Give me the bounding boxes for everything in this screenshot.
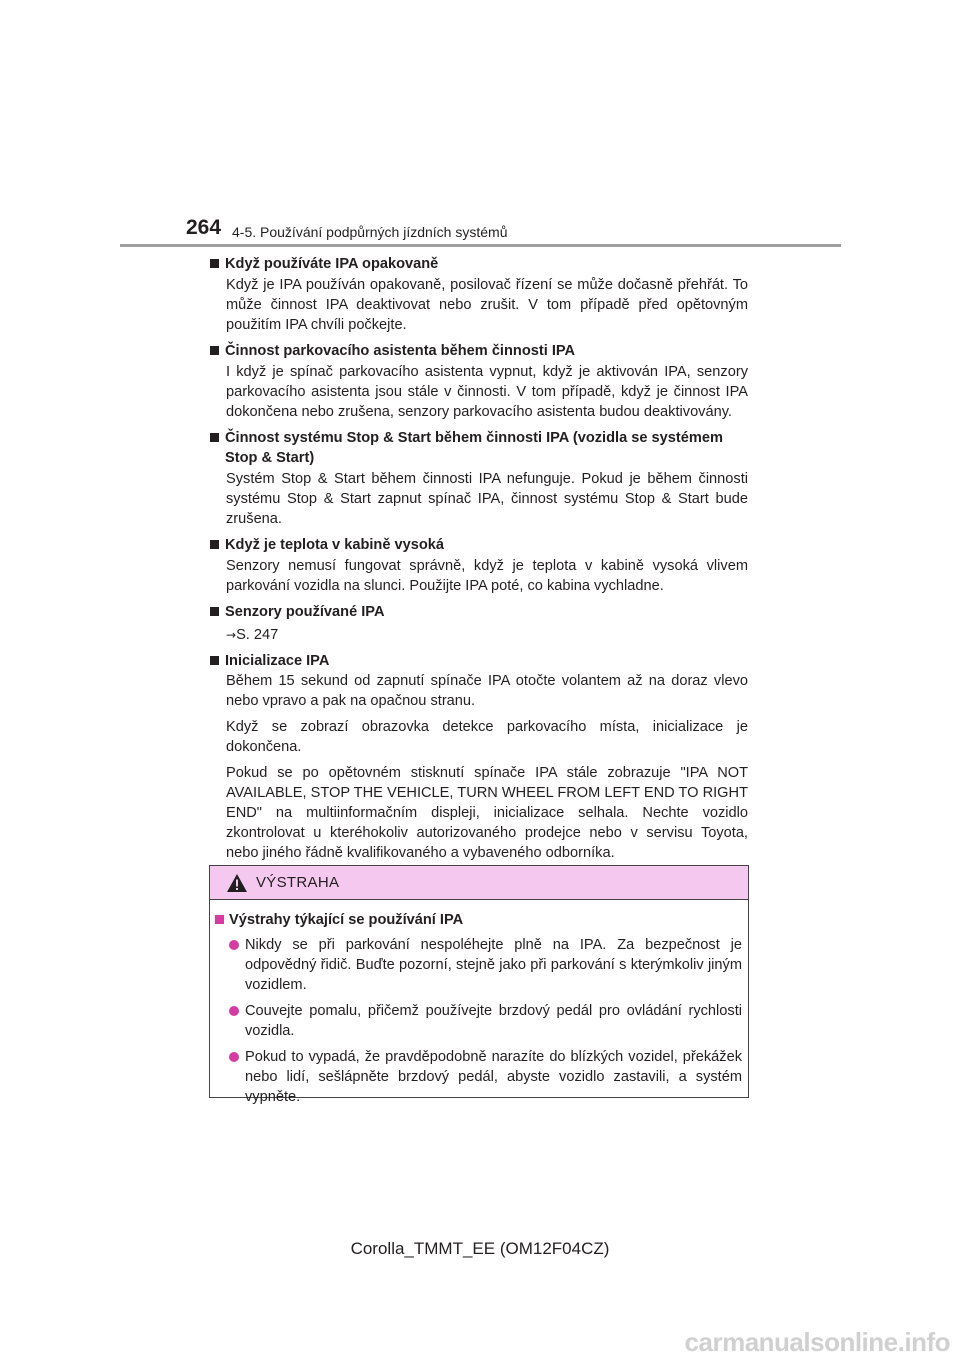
section-repeated-use [210, 254, 748, 335]
warning-bullet [229, 1001, 742, 1041]
reference-text[interactable]: S. 247 [236, 627, 279, 643]
square-bullet-icon [210, 346, 219, 355]
square-bullet-icon [210, 540, 219, 549]
section-heading [210, 254, 748, 274]
footer-model-code: Corolla_TMMT_EE (OM12F04CZ) [350, 1239, 610, 1258]
warning-bullet [229, 935, 742, 995]
bullet-text: Couvejte pomalu, přičemž používejte brzdový pedál pro ovládání rychlosti vozidla. [245, 1003, 742, 1039]
square-bullet-icon [210, 259, 219, 268]
square-bullet-icon [210, 656, 219, 665]
warning-triangle-icon [227, 874, 247, 892]
page-number: 264 [186, 216, 222, 239]
section-heading [210, 535, 748, 555]
bullet-text: Nikdy se při parkování nespoléhejte plně na IPA. Za bezpečnost je odpovědný řidič. Buďte pozorní, stejně jako při parkování s kterýmkoliv jiným vozidlem. [245, 937, 742, 993]
watermark: carmanualsonline.info [684, 1327, 950, 1357]
section-parking-assist [210, 341, 748, 422]
section-heading [210, 428, 748, 468]
section-heading [210, 341, 748, 361]
heading-text: Když je teplota v kabině vysoká [225, 537, 444, 553]
section-stop-start [210, 428, 748, 529]
arrow-right-icon: → [226, 628, 237, 642]
section-heading [210, 651, 748, 671]
section-paragraph: Během 15 sekund od zapnutí spínače IPA otočte volantem až na doraz vlevo nebo vpravo a pak na opačnou stranu. [226, 673, 748, 709]
section-body: I když je spínač parkovacího asistenta vypnut, když je aktivován IPA, senzory parkovacího asistenta jsou stále v činnosti. V tom případě, když je činnost IPA dokončena nebo zrušena, senzory parkovacího asistenta budou deaktivovány. [226, 364, 748, 420]
section-body: Systém Stop & Start během činnosti IPA nefunguje. Pokud je během činnosti systému Stop & Start zapnut spínač IPA, činnost systému Stop & Start bude zrušena. [226, 471, 748, 527]
section-paragraph: Když se zobrazí obrazovka detekce parkovacího místa, inicializace je dokončena. [226, 719, 748, 755]
main-content [210, 254, 748, 869]
heading-text: Výstrahy týkající se používání IPA [229, 912, 464, 928]
circle-bullet-icon [229, 1052, 239, 1062]
warning-heading [215, 910, 742, 930]
square-bullet-icon [215, 915, 224, 924]
warning-header [210, 866, 748, 900]
section-heading [210, 602, 748, 622]
heading-text: Činnost systému Stop & Start během činnosti IPA (vozidla se systémem Stop & Start) [225, 430, 723, 466]
section-cabin-temperature [210, 535, 748, 596]
section-body: Senzory nemusí fungovat správně, když je teplota v kabině vysoká vlivem parkování vozidla na slunci. Použijte IPA poté, co kabina vychladne. [226, 558, 748, 594]
section-sensors [210, 602, 748, 645]
section-initialization [210, 651, 748, 863]
header-rule [120, 244, 841, 247]
page-reference[interactable] [226, 625, 748, 645]
heading-text: Inicializace IPA [225, 653, 330, 669]
warning-title: VÝSTRAHA [256, 874, 340, 891]
heading-text: Činnost parkovacího asistenta během činnosti IPA [225, 343, 576, 359]
circle-bullet-icon [229, 940, 239, 950]
warning-body [210, 900, 748, 1107]
section-title: 4-5. Používání podpůrných jízdních systémů [232, 224, 508, 240]
warning-box [209, 865, 749, 1105]
heading-text: Když používáte IPA opakovaně [225, 256, 439, 272]
heading-text: Senzory používané IPA [225, 604, 385, 620]
section-paragraph: Pokud se po opětovném stisknutí spínače IPA stále zobrazuje "IPA NOT AVAILABLE, STOP THE VEHICLE, TURN WHEEL FROM LEFT END TO RIGHT END" na multiinformačním displeji, inicializace selhala. Nechte vozidlo zkontrolovat u kteréhokoliv autorizovaného prodejce nebo v servisu Toyota, nebo jiného řádně kvalifikovaného a vybaveného odborníka. [226, 765, 748, 861]
circle-bullet-icon [229, 1006, 239, 1016]
square-bullet-icon [210, 607, 219, 616]
square-bullet-icon [210, 433, 219, 442]
warning-bullet [229, 1047, 742, 1107]
section-body: Když je IPA používán opakovaně, posilovač řízení se může dočasně přehřát. To může činnost IPA deaktivovat nebo zrušit. V tom případě před opětovným použitím IPA chvíli počkejte. [226, 277, 748, 333]
bullet-text: Pokud to vypadá, že pravděpodobně narazíte do blízkých vozidel, překážek nebo lidí, sešlápněte brzdový pedál, abyste vozidlo zastavili, a systém vypněte. [245, 1049, 742, 1105]
